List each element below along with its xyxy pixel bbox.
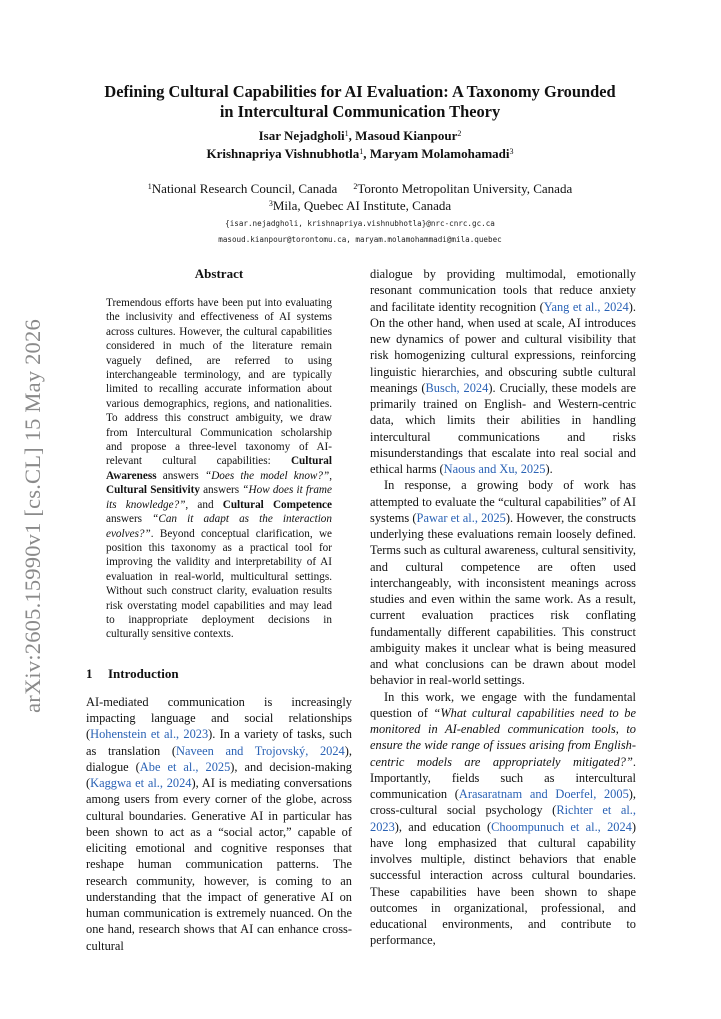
body-text: In response, a growing body of work has attempted to evaluate the “cultural capabilities” of AI systems ( xyxy=(370,478,636,525)
term-cultural-awareness: Cultural Awareness xyxy=(106,455,332,482)
body-text: ), dialogue ( xyxy=(86,743,352,774)
citation-link[interactable]: Richter et al., 2023 xyxy=(370,803,637,834)
citation-link[interactable]: Naous and Xu, 2025 xyxy=(443,462,546,476)
abstract-heading: Abstract xyxy=(194,266,244,281)
author-emails xyxy=(80,216,640,248)
affiliations xyxy=(80,180,640,214)
author-list xyxy=(80,127,640,163)
body-text: ). xyxy=(545,462,553,476)
abstract-question: “Can it adapt as the interaction evolves?” xyxy=(106,513,332,540)
abstract-text: answers xyxy=(199,484,243,497)
affiliation-marker: 2 xyxy=(457,129,462,138)
email-line-2: masoud.kianpour@torontomu.ca, maryam.molamohammadi@mila.quebec xyxy=(218,235,502,244)
citation-link[interactable]: Abe et al., 2025 xyxy=(139,759,231,774)
paper-title xyxy=(80,82,640,122)
body-text: AI-mediated communication is increasingly impacting language and social relationships ( xyxy=(86,694,352,742)
body-text: In this work, we engage with the fundamental question of xyxy=(370,689,636,720)
author-name: Masoud Kianpour xyxy=(355,128,458,143)
section-title: Introduction xyxy=(108,665,179,681)
author-line-2 xyxy=(80,145,640,163)
abstract-text: . Beyond conceptual clarification, we position this taxonomy as a practical tool for improving the validity and interpretability of AI evaluation in real-world, multicultural settings. Without such construct clarity, evaluation results risk overstating model capabilities and may lead to inappropriate deployment decisions in culturally sensitive contexts. xyxy=(106,527,332,641)
term-cultural-competence: Cultural Competence xyxy=(222,498,332,511)
body-text: . Importantly, fields such as intercultural communication ( xyxy=(370,754,636,801)
introduction-paragraph-2 xyxy=(370,477,636,688)
citation-link[interactable]: Arasaratnam and Doerfel, 2005 xyxy=(458,787,629,801)
email-line-1: {isar.nejadgholi, krishnapriya.vishnubhotla}@nrc-cnrc.gc.ca xyxy=(225,219,495,228)
left-column xyxy=(86,266,352,954)
body-text: ), cross-cultural social psychology ( xyxy=(370,787,636,818)
citation-link[interactable]: Hohenstein et al., 2023 xyxy=(90,727,209,742)
abstract-question: “How does it frame its knowledge?” xyxy=(106,484,332,511)
body-text: ), and decision-making ( xyxy=(86,759,352,790)
abstract-text: , xyxy=(329,469,332,482)
body-text: ), AI is mediating conversations among users from every corner of the globe, across cultural boundaries. Generative AI in particular has been shown to act as a “social actor,” capable of eliciting emotional and cognitive responses that reshape human communication patterns. The research community, however, is coming to an understanding that the impact of generative AI on human communication is extremely nuanced. On the one hand, research shows that AI can enhance cross-cultural xyxy=(86,776,352,953)
author-name: Maryam Molamohamadi xyxy=(369,146,510,161)
affiliation-number: 1 xyxy=(147,182,152,191)
arxiv-identifier: arXiv:2605.15990v1 [cs.CL] 15 May 2026 xyxy=(20,319,45,713)
body-text: ). Crucially, these models are primarily trained on English- and Western-centric data, which limits their abilities in handling intercultural communications and risks misunderstandings that escalate into real social and ethical harms ( xyxy=(370,380,636,476)
affiliation-name: Toronto Metropolitan University, Canada xyxy=(357,181,573,196)
author-separator: , xyxy=(363,146,370,161)
author-line-1 xyxy=(80,127,640,145)
term-cultural-sensitivity: Cultural Sensitivity xyxy=(106,484,200,497)
introduction-paragraph-1 xyxy=(86,694,352,954)
abstract-text: , and xyxy=(185,498,223,511)
body-text: ). However, the constructs underlying these evaluations remain loosely defined. Terms such as cultural awareness, cultural sensitivity, and cultural competence are often used interchangeably, with inconsistent meanings across studies and even within the same work. As a result, current evaluation practices risk conflating fundamentally different capabilities. This construct ambiguity makes it unclear what is being measured and what conclusions can be drawn about model behavior in real-world settings. xyxy=(370,510,636,688)
section-heading-introduction xyxy=(86,666,352,682)
body-text: ). On the other hand, when used at scale, AI introduces new dynamics of power and cultural visibility that risk homogenizing cultural expressions, reinforcing linguistic hierarchies, and obscuring subtle cultural meanings ( xyxy=(370,299,636,395)
affiliation-row-2 xyxy=(80,197,640,214)
citation-link[interactable]: Kaggwa et al., 2024 xyxy=(90,776,192,790)
affiliation-name: National Research Council, Canada xyxy=(151,181,338,196)
author-separator: , xyxy=(348,128,356,143)
citation-link[interactable]: Yang et al., 2024 xyxy=(543,299,629,314)
citation-link[interactable]: Pawar et al., 2025 xyxy=(416,510,506,525)
body-text: ). In a variety of tasks, such as translation ( xyxy=(86,727,352,758)
affiliation-number: 3 xyxy=(268,199,273,208)
introduction-paragraph-3 xyxy=(370,689,636,949)
affiliation-marker: 1 xyxy=(344,129,349,138)
author-name: Isar Nejadgholi xyxy=(258,128,345,143)
introduction-paragraph-continued xyxy=(370,266,636,477)
body-text: ), and education ( xyxy=(394,819,492,834)
affiliation-name: Mila, Quebec AI Institute, Canada xyxy=(272,198,452,213)
abstract-text: Tremendous efforts have been put into evaluating the inclusivity and effectiveness of AI systems across cultures. However, the cultural capabilities considered in much of the literature remain vaguely defined, are referred to using interchangeable terminology, and are typically limited to recalling accurate information about various demographics, regions, and nationalities. To address this construct ambiguity, we draw from Intercultural Communication scholarship and propose a three-level taxonomy of AI-relevant cultural capabilities: xyxy=(106,297,332,468)
right-column xyxy=(370,266,636,949)
abstract-text: answers xyxy=(106,513,153,526)
arxiv-side-stamp xyxy=(14,296,52,736)
body-text: ) have long emphasized that cultural capability involves multiple, distinct behaviors that enable successful interaction across cultural boundaries. These capabilities have been shown to shape outcomes in organizational, professional, and educational environments, and contribute to performance, xyxy=(370,819,636,948)
title-line-1: Defining Cultural Capabilities for AI Evaluation: A Taxonomy Grounded xyxy=(104,82,616,101)
affiliation-marker: 1 xyxy=(359,147,364,156)
section-number: 1 xyxy=(86,665,93,681)
citation-link[interactable]: Choompunuch et al., 2024 xyxy=(491,819,632,834)
affiliation-marker: 3 xyxy=(509,147,514,156)
affiliation-number: 2 xyxy=(353,182,358,191)
citation-link[interactable]: Busch, 2024 xyxy=(425,380,489,395)
abstract-text: answers xyxy=(156,469,205,482)
body-text: dialogue by providing multimodal, emotionally resonant communication tools that reduce anxiety and facilitate identity recognition ( xyxy=(370,267,636,314)
affiliation-row-1 xyxy=(80,180,640,197)
author-name: Krishnapriya Vishnubhotla xyxy=(206,146,360,161)
abstract-body xyxy=(106,296,332,642)
research-question: “What cultural capabilities need to be monitored in AI-enabled communication tools, to ensure the wide range of issues arising from English-centric models are appropriately mitigated?” xyxy=(370,705,636,769)
citation-link[interactable]: Naveen and Trojovský, 2024 xyxy=(176,743,345,758)
abstract-question: “Does the model know?” xyxy=(204,469,330,482)
title-line-2: in Intercultural Communication Theory xyxy=(219,102,501,121)
